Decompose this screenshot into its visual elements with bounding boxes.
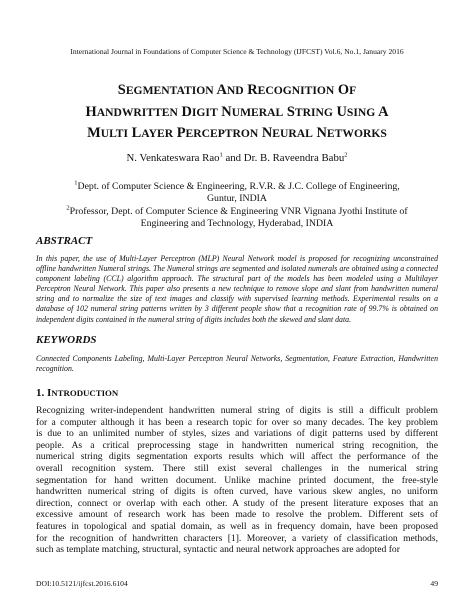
affiliation-1-superscript: 1 <box>74 179 78 187</box>
running-head: International Journal in Foundations of Computer Science & Technology (IJFCST) Vol.6, No.1, January 2016 <box>70 47 404 56</box>
affiliation-2 <box>60 206 414 230</box>
author-1-superscript: 1 <box>219 151 223 159</box>
affiliation-1 <box>60 181 414 205</box>
introduction-line: numerical string digits segmentation exports results which will affect the performance of the <box>36 451 438 463</box>
keywords-heading: KEYWORDS <box>36 334 97 346</box>
author-2-superscript: 2 <box>344 151 348 159</box>
introduction-line: segmentation for hand written document. Unlike machine printed document, the free-style <box>36 474 438 486</box>
author-2: Dr. B. Raveendra Babu <box>243 152 345 164</box>
introduction-line: direction, connect or overlap with each other. A study of the present literature exposes that an <box>36 497 438 509</box>
introduction-line: features in topological and spatial domain, as well as in frequency domain, have been proposed <box>36 520 438 532</box>
introduction-heading-number: 1. I <box>36 387 52 399</box>
title-line-3: MULTI LAYER PERCEPTRON NEURAL NETWORKS <box>87 125 387 141</box>
introduction-line: handwritten numerical string of digits is often curved, have various skew angles, no uniform <box>36 486 438 498</box>
introduction-line: overall recognition system. There still exist several challenges in the numerical string <box>36 462 438 474</box>
affiliation-2-superscript: 2 <box>66 204 70 212</box>
abstract-text: In this paper, the use of Multi-Layer Perceptron (MLP) Neural Network model is proposed for recognizing unconstrained offline handwritten Numeral strings. The Numeral strings are segmented and isolated numerals are obtained using a connected component labeling (CCL) algorithm approach. The structural part of the models has been modeled using a Multilayer Perceptron Neural Network. This paper also presents a new technique to remove slope and slant from handwritten numeral string and to normalize the size of text images and classify with supervised learning methods. Experimental results on a database of 102 numeral string patterns written by 3 different people show that a recognition rate of 99.7% is obtained on independent digits contained in the numeral string of digits includes both the skewed and slant data. <box>36 254 438 324</box>
introduction-line: such as template matching, structural, syntactic and neural network approaches are adopted for <box>36 544 400 556</box>
author-1: N. Venkateswara Rao <box>126 152 220 164</box>
introduction-body <box>36 405 438 556</box>
abstract-heading: ABSTRACT <box>36 235 93 247</box>
author-line <box>0 152 474 164</box>
paper-title <box>40 80 434 145</box>
introduction-line: is due to an unlimited number of styles, sizes and variations of digit patterns used by different <box>36 428 438 440</box>
page-number: 49 <box>430 579 438 588</box>
introduction-line: people. As a critical preprocessing stage in handwritten numerical string recognition, the <box>36 439 438 451</box>
title-line-1: SEGMENTATION AND RECOGNITION OF <box>117 82 357 98</box>
affiliation-1-line-1: Dept. of Computer Science & Engineering, R.V.R. & J.C. College of Engineering, <box>77 181 400 192</box>
introduction-heading-rest: NTRODUCTION <box>51 388 119 398</box>
footer-doi: DOI:10.5121/ijfcst.2016.6104 <box>36 579 128 588</box>
introduction-line: for the recognition of handwritten characters [1]. Moreover, a variety of classification methods, <box>36 532 438 544</box>
keywords-text: Connected Components Labeling, Multi-Layer Perceptron Neural Networks, Segmentation, Feature Extraction, Handwritten recognition. <box>36 354 438 374</box>
introduction-heading <box>36 387 118 399</box>
affiliation-2-line-1: Professor, Dept. of Computer Science & Engineering VNR Vignana Jyothi Institute of <box>69 206 408 217</box>
title-line-2: HANDWRITTEN DIGIT NUMERAL STRING USING A <box>85 103 389 120</box>
introduction-line: Recognizing writer-independent handwritten numeral string of digits is still a difficult problem <box>36 405 438 416</box>
introduction-line: for a computer although it has been a research topic for over so many decades. The key problem <box>36 416 438 428</box>
affiliation-2-line-2: Engineering and Technology, Hyderabad, INDIA <box>140 218 334 229</box>
author-conjunction: and <box>222 152 244 164</box>
affiliation-1-line-2: Guntur, INDIA <box>206 193 267 204</box>
introduction-line: excessive amount of research work has been made to resolve the problem. Different sets of <box>36 509 438 521</box>
